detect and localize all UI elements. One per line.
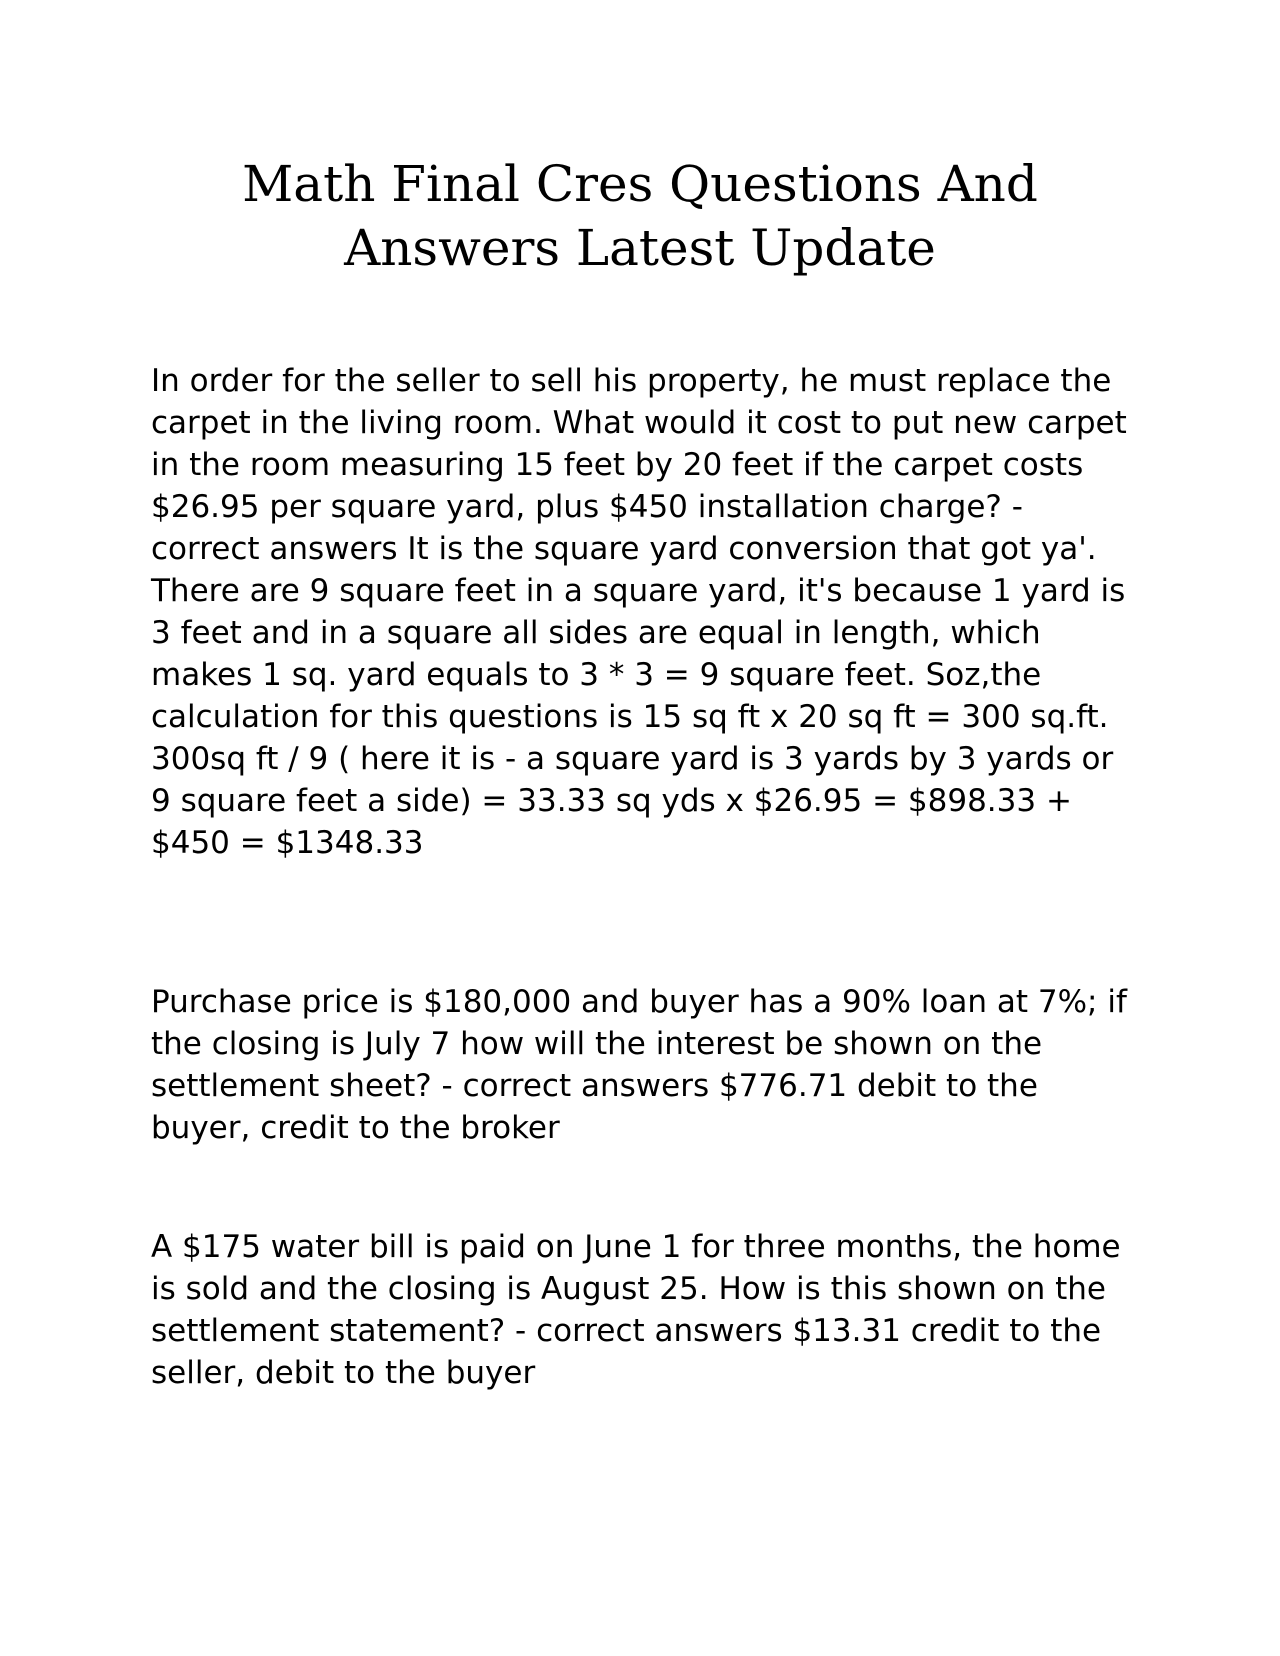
question-answer-carpet: In order for the seller to sell his property, he must replace the carpet in the living room. What would it cost to put new carpet in the room measuring 15 feet by 20 feet if the carpet costs $26.95 per square yard, plus $450 installation charge? - correct answers It is the square yard conversion that got ya'. There are 9 square feet in a square yard, it's because 1 yard is 3 feet and in a square all sides are equal in length, which makes 1 sq. yard equals to 3 * 3 = 9 square feet. Soz,the calculation for this questions is 15 sq ft x 20 sq ft = 300 sq.ft. 300sq ft / 9 ( here it is - a square yard is 3 yards by 3 yards or 9 square feet a side) = 33.33 sq yds x $26.95 = $898.33 + $450 = $1348.33 bbox=[151, 363, 1127, 861]
document-title: Math Final Cres Questions And Answers Latest Update bbox=[242, 155, 1038, 277]
question-answer-interest: Purchase price is $180,000 and buyer has a 90% loan at 7%; if the closing is July 7 how will the interest be shown on the settlement sheet? - correct answers $776.71 debit to the buyer, credit to the broker bbox=[151, 984, 1127, 1146]
question-answer-water-bill: A $175 water bill is paid on June 1 for three months, the home is sold and the closing is August 25. How is this shown on the settlement statement? - correct answers $13.31 credit to the seller, debit to the buyer bbox=[151, 1229, 1121, 1391]
